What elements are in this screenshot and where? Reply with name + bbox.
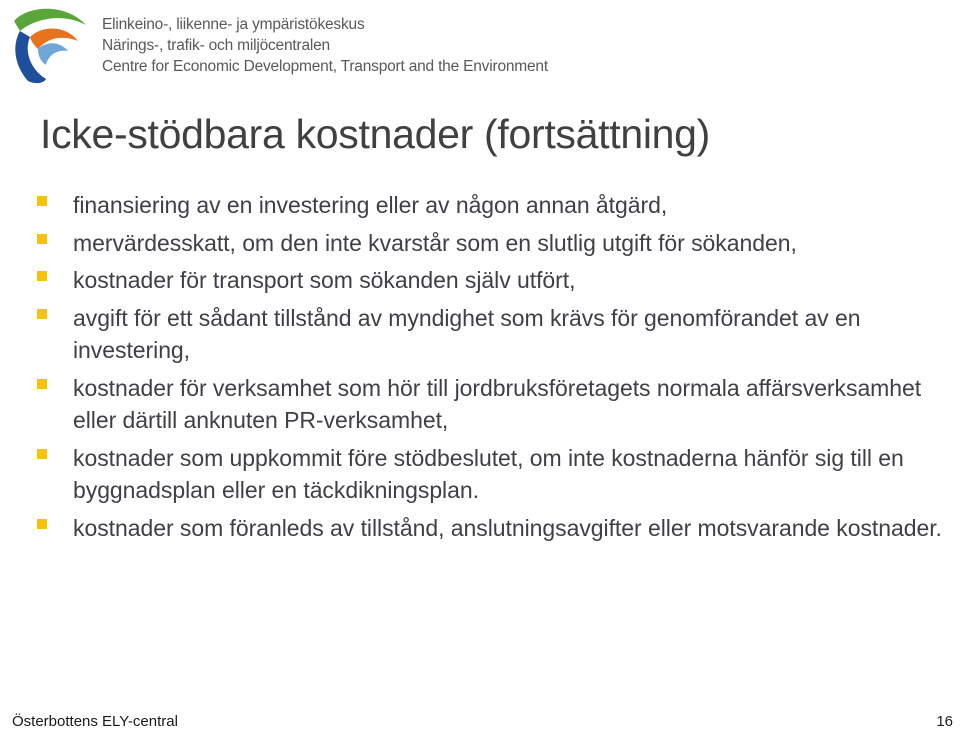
ely-centre-logo-icon	[6, 3, 88, 85]
footer-organization: Österbottens ELY-central	[12, 713, 178, 730]
square-bullet-icon	[37, 196, 47, 206]
square-bullet-icon	[37, 379, 47, 389]
bullet-item	[0, 372, 960, 437]
slide-header	[0, 0, 960, 90]
square-bullet-icon	[37, 271, 47, 281]
bullet-item	[0, 442, 960, 507]
square-bullet-icon	[37, 449, 47, 459]
organization-name-english: Centre for Economic Development, Transport and the Environment	[102, 58, 548, 75]
page-number: 16	[936, 713, 953, 730]
bullet-item	[0, 512, 960, 545]
organization-name-swedish: Närings-, trafik- och miljöcentralen	[102, 37, 330, 54]
bullet-text: kostnader för verksamhet som hör till jordbruksföretagets normala affärsverksamhet eller därtill anknuten PR-verksamhet,	[73, 374, 922, 433]
bullet-list	[0, 189, 960, 549]
bullet-item	[0, 227, 960, 260]
bullet-text: mervärdesskatt, om den inte kvarstår som en slutlig utgift för sökanden,	[73, 229, 797, 256]
slide-title: Icke-stödbara kostnader (fortsättning)	[40, 111, 710, 157]
bullet-text: avgift för ett sådant tillstånd av myndighet som krävs för genomförandet av en investering,	[73, 304, 861, 363]
bullet-item	[0, 264, 960, 297]
square-bullet-icon	[37, 519, 47, 529]
bullet-text: kostnader för transport som sökanden själv utfört,	[73, 267, 576, 293]
bullet-text: kostnader som föranleds av tillstånd, anslutningsavgifter eller motsvarande kostnader.	[73, 514, 942, 541]
bullet-item	[0, 302, 960, 367]
bullet-item	[0, 189, 960, 222]
organization-name-finnish: Elinkeino-, liikenne- ja ympäristökeskus	[102, 16, 365, 33]
bullet-text: kostnader som uppkommit före stödbeslutet, om inte kostnaderna hänför sig till en byggnadsplan eller en täckdikningsplan.	[73, 444, 904, 503]
bullet-text: finansiering av en investering eller av någon annan åtgärd,	[73, 192, 668, 218]
square-bullet-icon	[37, 309, 47, 319]
organization-name-lines	[102, 14, 548, 77]
square-bullet-icon	[37, 234, 47, 244]
